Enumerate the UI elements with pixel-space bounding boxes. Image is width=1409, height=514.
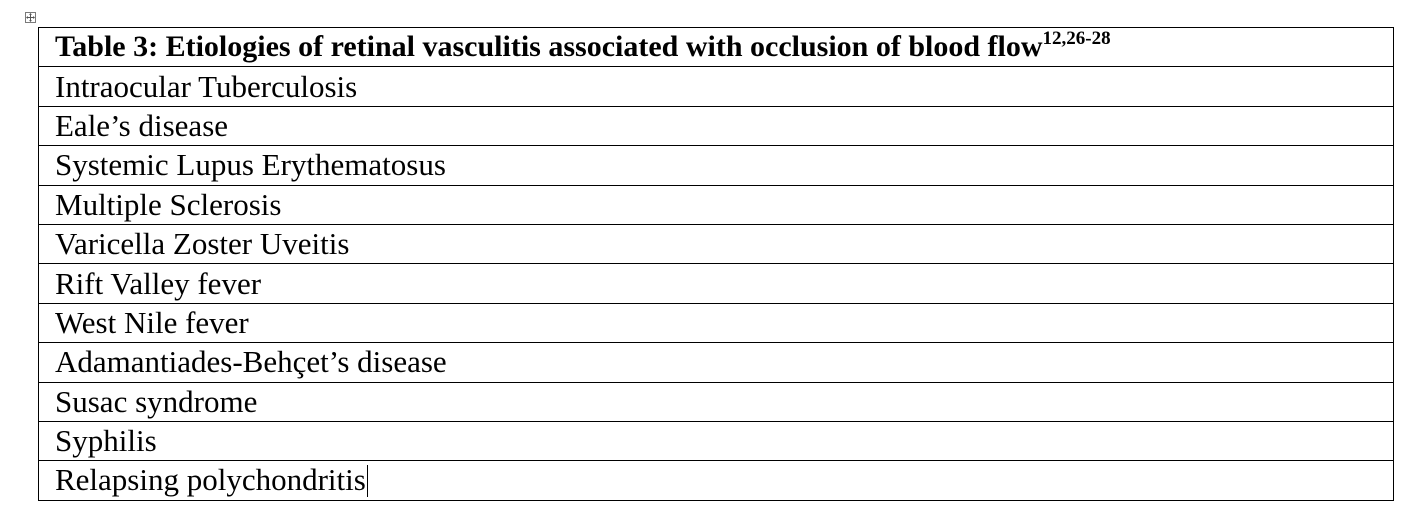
table-row [39,421,1394,460]
table-move-handle-icon[interactable] [25,12,36,23]
etiologies-table [38,27,1394,501]
table-cell[interactable]: Systemic Lupus Erythematosus [39,146,1394,185]
table-row [39,224,1394,263]
table-row [39,146,1394,185]
table-row [39,185,1394,224]
text-cursor [367,465,368,497]
table-row [39,264,1394,303]
table-cell[interactable]: Rift Valley fever [39,264,1394,303]
table-row [39,67,1394,106]
table-cell[interactable]: Intraocular Tuberculosis [39,67,1394,106]
table-row [39,461,1394,500]
four-way-arrow-icon [26,13,35,22]
table-title: Table 3: Etiologies of retinal vasculitis associated with occlusion of blood flow [55,30,1043,64]
table-row [39,382,1394,421]
table-title-row [39,28,1394,67]
table-cell-last[interactable] [39,461,1394,500]
table-cell[interactable]: Varicella Zoster Uveitis [39,224,1394,263]
table-row [39,106,1394,145]
table-row [39,343,1394,382]
table-cell[interactable]: Eale’s disease [39,106,1394,145]
table-title-cell[interactable] [39,28,1394,67]
table-cell[interactable]: West Nile fever [39,303,1394,342]
table-cell[interactable]: Multiple Sclerosis [39,185,1394,224]
table-cell[interactable]: Adamantiades-Behçet’s disease [39,343,1394,382]
table-cell[interactable]: Syphilis [39,421,1394,460]
table-title-superscript: 12,26-28 [1042,28,1111,50]
table-cell-text: Relapsing polychondritis [55,462,366,498]
table-cell[interactable]: Susac syndrome [39,382,1394,421]
table-row [39,303,1394,342]
